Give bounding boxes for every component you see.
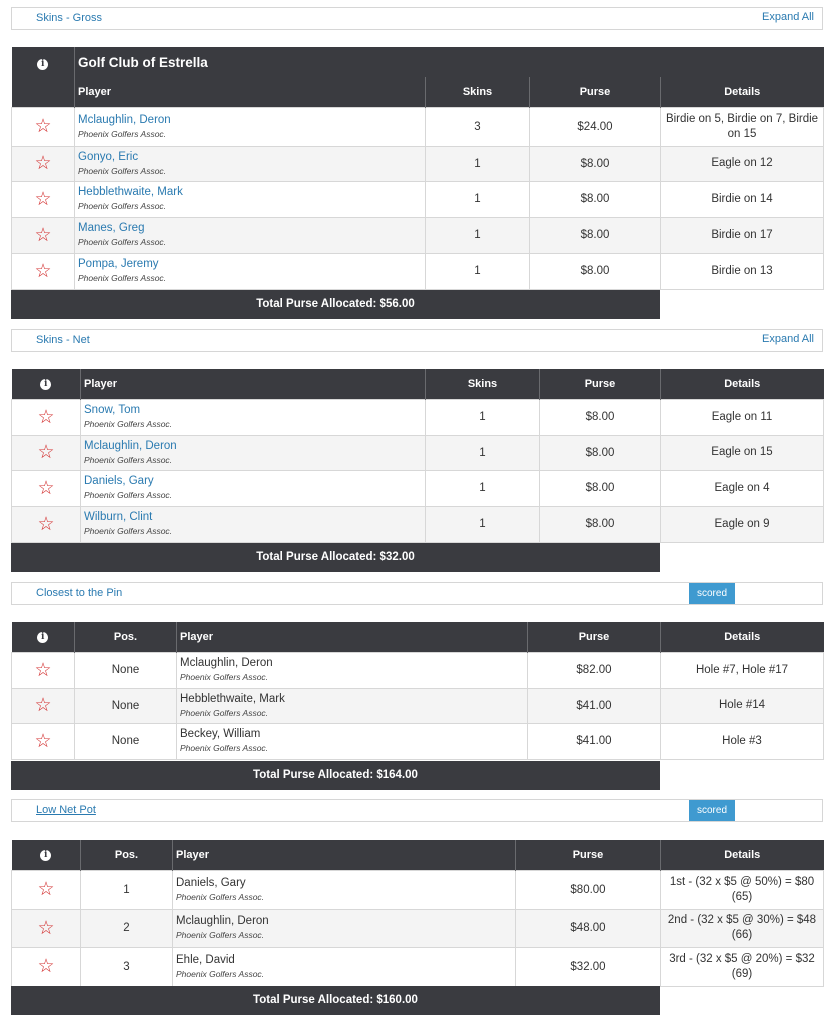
section-header-skins-gross bbox=[11, 7, 823, 30]
details-cell: Eagle on 15 bbox=[661, 435, 824, 470]
closest-pin-table bbox=[11, 622, 824, 760]
details-cell: 1st - (32 x $5 @ 50%) = $80 (65) bbox=[661, 870, 824, 909]
info-icon[interactable]: i bbox=[37, 632, 48, 643]
player-name: Beckey, William bbox=[180, 728, 261, 740]
player-name-link[interactable]: Mclaughlin, Deron bbox=[78, 113, 171, 126]
col-details[interactable]: Details bbox=[661, 369, 824, 399]
details-cell: 3rd - (32 x $5 @ 20%) = $32 (69) bbox=[661, 947, 824, 986]
info-header-cell bbox=[12, 369, 81, 399]
player-name: Hebblethwaite, Mark bbox=[180, 692, 285, 705]
expand-all-link[interactable]: Expand All bbox=[762, 333, 814, 345]
player-name: Mclaughlin, Deron bbox=[180, 657, 273, 669]
table-row bbox=[12, 870, 824, 909]
star-outline-icon[interactable]: ☆ bbox=[34, 695, 52, 716]
player-name-link[interactable]: Manes, Greg bbox=[78, 222, 145, 234]
table-row bbox=[12, 107, 824, 146]
col-purse[interactable]: Purse bbox=[540, 369, 661, 399]
star-outline-icon[interactable]: ☆ bbox=[34, 224, 52, 246]
table-row bbox=[12, 181, 824, 217]
section-title[interactable]: Skins - Net bbox=[36, 334, 90, 346]
player-assoc: Phoenix Golfers Assoc. bbox=[176, 968, 265, 979]
details-cell: 2nd - (32 x $5 @ 30%) = $48 (66) bbox=[661, 909, 824, 947]
col-details[interactable]: Details bbox=[661, 77, 824, 107]
section-header-closest-pin bbox=[11, 582, 823, 605]
purse-cell: $24.00 bbox=[530, 107, 661, 146]
section-header-low-net bbox=[11, 799, 823, 822]
player-assoc: Phoenix Golfers Assoc. bbox=[180, 672, 269, 682]
col-pos[interactable]: Pos. bbox=[81, 840, 173, 870]
details-cell: Birdie on 5, Birdie on 7, Birdie on 15 bbox=[661, 107, 824, 146]
details-cell: Eagle on 4 bbox=[661, 470, 824, 506]
col-player[interactable]: Player bbox=[173, 840, 516, 870]
skins-cell: 1 bbox=[426, 399, 540, 435]
player-assoc: Phoenix Golfers Assoc. bbox=[78, 201, 167, 211]
details-cell: Birdie on 14 bbox=[661, 181, 824, 217]
col-skins[interactable]: Skins bbox=[426, 369, 540, 399]
info-icon[interactable]: i bbox=[40, 850, 51, 861]
purse-cell: $8.00 bbox=[530, 253, 661, 289]
scored-badge: scored bbox=[689, 800, 735, 821]
total-purse-bar: Total Purse Allocated: $32.00 bbox=[11, 543, 660, 572]
purse-cell: $48.00 bbox=[516, 909, 661, 947]
low-net-table bbox=[11, 840, 824, 987]
player-name-link[interactable]: Wilburn, Clint bbox=[84, 511, 153, 523]
purse-cell: $8.00 bbox=[530, 181, 661, 217]
star-outline-icon[interactable]: ☆ bbox=[37, 879, 55, 900]
player-name-link[interactable]: Daniels, Gary bbox=[84, 475, 154, 487]
col-player[interactable]: Player bbox=[81, 369, 426, 399]
pos-cell: None bbox=[75, 688, 177, 723]
player-name-link[interactable]: Gonyo, Eric bbox=[78, 150, 139, 163]
details-cell: Birdie on 13 bbox=[661, 253, 824, 289]
player-name-link[interactable]: Pompa, Jeremy bbox=[78, 258, 159, 270]
player-assoc: Phoenix Golfers Assoc. bbox=[78, 165, 167, 176]
info-header-cell bbox=[12, 47, 75, 77]
section-header-skins-net bbox=[11, 329, 823, 352]
player-name: Mclaughlin, Deron bbox=[176, 915, 269, 927]
skins-gross-table bbox=[11, 47, 824, 290]
pos-cell: None bbox=[75, 652, 177, 688]
col-purse[interactable]: Purse bbox=[530, 77, 661, 107]
purse-cell: $32.00 bbox=[516, 947, 661, 986]
star-outline-icon[interactable]: ☆ bbox=[34, 659, 52, 681]
col-details[interactable]: Details bbox=[661, 840, 824, 870]
col-purse[interactable]: Purse bbox=[528, 622, 661, 652]
col-purse[interactable]: Purse bbox=[516, 840, 661, 870]
player-assoc: Phoenix Golfers Assoc. bbox=[84, 490, 173, 500]
skins-cell: 1 bbox=[426, 470, 540, 506]
total-purse-bar: Total Purse Allocated: $164.00 bbox=[11, 761, 660, 790]
star-outline-icon[interactable]: ☆ bbox=[37, 917, 55, 939]
details-cell: Hole #7, Hole #17 bbox=[661, 652, 824, 688]
table-row bbox=[12, 947, 824, 986]
section-title[interactable]: Low Net Pot bbox=[36, 804, 96, 816]
scored-badge: scored bbox=[689, 583, 735, 604]
details-cell: Birdie on 17 bbox=[661, 217, 824, 253]
purse-cell: $41.00 bbox=[528, 723, 661, 759]
table-row bbox=[12, 146, 824, 181]
details-cell: Eagle on 11 bbox=[661, 399, 824, 435]
table-row bbox=[12, 399, 824, 435]
star-outline-icon[interactable]: ☆ bbox=[34, 730, 52, 752]
purse-cell: $8.00 bbox=[530, 146, 661, 181]
skins-cell: 1 bbox=[426, 506, 540, 542]
player-assoc: Phoenix Golfers Assoc. bbox=[78, 273, 167, 283]
player-assoc: Phoenix Golfers Assoc. bbox=[84, 419, 173, 429]
table-row bbox=[12, 470, 824, 506]
details-cell: Hole #14 bbox=[661, 688, 824, 723]
star-outline-icon[interactable]: ☆ bbox=[37, 406, 55, 428]
pos-cell: 2 bbox=[81, 909, 173, 947]
col-player[interactable]: Player bbox=[75, 77, 426, 107]
player-assoc: Phoenix Golfers Assoc. bbox=[180, 707, 269, 718]
star-outline-icon[interactable]: ☆ bbox=[37, 442, 55, 463]
total-purse-bar: Total Purse Allocated: $160.00 bbox=[11, 986, 660, 1015]
table-row bbox=[12, 506, 824, 542]
star-outline-icon[interactable]: ☆ bbox=[34, 116, 52, 137]
table-row bbox=[12, 723, 824, 759]
info-header-cell bbox=[12, 840, 81, 870]
player-name-link[interactable]: Hebblethwaite, Mark bbox=[78, 186, 183, 198]
purse-cell: $82.00 bbox=[528, 652, 661, 688]
skins-cell: 1 bbox=[426, 435, 540, 470]
col-skins[interactable]: Skins bbox=[426, 77, 530, 107]
star-outline-icon[interactable]: ☆ bbox=[34, 188, 52, 210]
player-name: Ehle, David bbox=[176, 953, 235, 966]
purse-cell: $41.00 bbox=[528, 688, 661, 723]
table-row bbox=[12, 217, 824, 253]
purse-cell: $8.00 bbox=[540, 506, 661, 542]
pos-cell: 1 bbox=[81, 870, 173, 909]
expand-all-link[interactable]: Expand All bbox=[762, 11, 814, 23]
player-name-link[interactable]: Mclaughlin, Deron bbox=[84, 439, 177, 452]
pos-cell: None bbox=[75, 723, 177, 759]
section-title[interactable]: Closest to the Pin bbox=[36, 587, 123, 599]
pos-cell: 3 bbox=[81, 947, 173, 986]
blank-header bbox=[12, 77, 75, 107]
player-assoc: Phoenix Golfers Assoc. bbox=[84, 454, 173, 465]
player-assoc: Phoenix Golfers Assoc. bbox=[84, 526, 173, 536]
skins-cell: 3 bbox=[426, 107, 530, 146]
star-outline-icon[interactable]: ☆ bbox=[34, 153, 52, 174]
table-row bbox=[12, 435, 824, 470]
player-name: Daniels, Gary bbox=[176, 876, 246, 889]
table-row bbox=[12, 909, 824, 947]
details-cell: Eagle on 9 bbox=[661, 506, 824, 542]
table-row bbox=[12, 688, 824, 723]
table-row bbox=[12, 253, 824, 289]
player-assoc: Phoenix Golfers Assoc. bbox=[180, 743, 269, 753]
star-outline-icon[interactable]: ☆ bbox=[37, 956, 55, 977]
star-outline-icon[interactable]: ☆ bbox=[37, 513, 55, 535]
details-cell: Eagle on 12 bbox=[661, 146, 824, 181]
col-player[interactable]: Player bbox=[177, 622, 528, 652]
club-name: Golf Club of Estrella bbox=[75, 47, 824, 77]
purse-cell: $80.00 bbox=[516, 870, 661, 909]
table-row bbox=[12, 652, 824, 688]
star-outline-icon[interactable]: ☆ bbox=[37, 477, 55, 499]
player-assoc: Phoenix Golfers Assoc. bbox=[78, 237, 167, 247]
purse-cell: $8.00 bbox=[530, 217, 661, 253]
purse-cell: $8.00 bbox=[540, 435, 661, 470]
purse-cell: $8.00 bbox=[540, 399, 661, 435]
total-purse-bar: Total Purse Allocated: $56.00 bbox=[11, 290, 660, 319]
info-icon[interactable]: i bbox=[37, 59, 48, 70]
player-name-link[interactable]: Snow, Tom bbox=[84, 404, 141, 416]
skins-cell: 1 bbox=[426, 253, 530, 289]
details-cell: Hole #3 bbox=[661, 723, 824, 759]
skins-cell: 1 bbox=[426, 181, 530, 217]
player-assoc: Phoenix Golfers Assoc. bbox=[176, 891, 265, 902]
player-assoc: Phoenix Golfers Assoc. bbox=[176, 930, 265, 940]
col-pos[interactable]: Pos. bbox=[75, 622, 177, 652]
skins-cell: 1 bbox=[426, 217, 530, 253]
star-outline-icon[interactable]: ☆ bbox=[34, 260, 52, 282]
skins-net-table bbox=[11, 369, 824, 543]
player-assoc: Phoenix Golfers Assoc. bbox=[78, 128, 167, 139]
purse-cell: $8.00 bbox=[540, 470, 661, 506]
col-details[interactable]: Details bbox=[661, 622, 824, 652]
info-icon[interactable]: i bbox=[40, 379, 51, 390]
skins-cell: 1 bbox=[426, 146, 530, 181]
section-title[interactable]: Skins - Gross bbox=[36, 12, 103, 24]
info-header-cell bbox=[12, 622, 75, 652]
